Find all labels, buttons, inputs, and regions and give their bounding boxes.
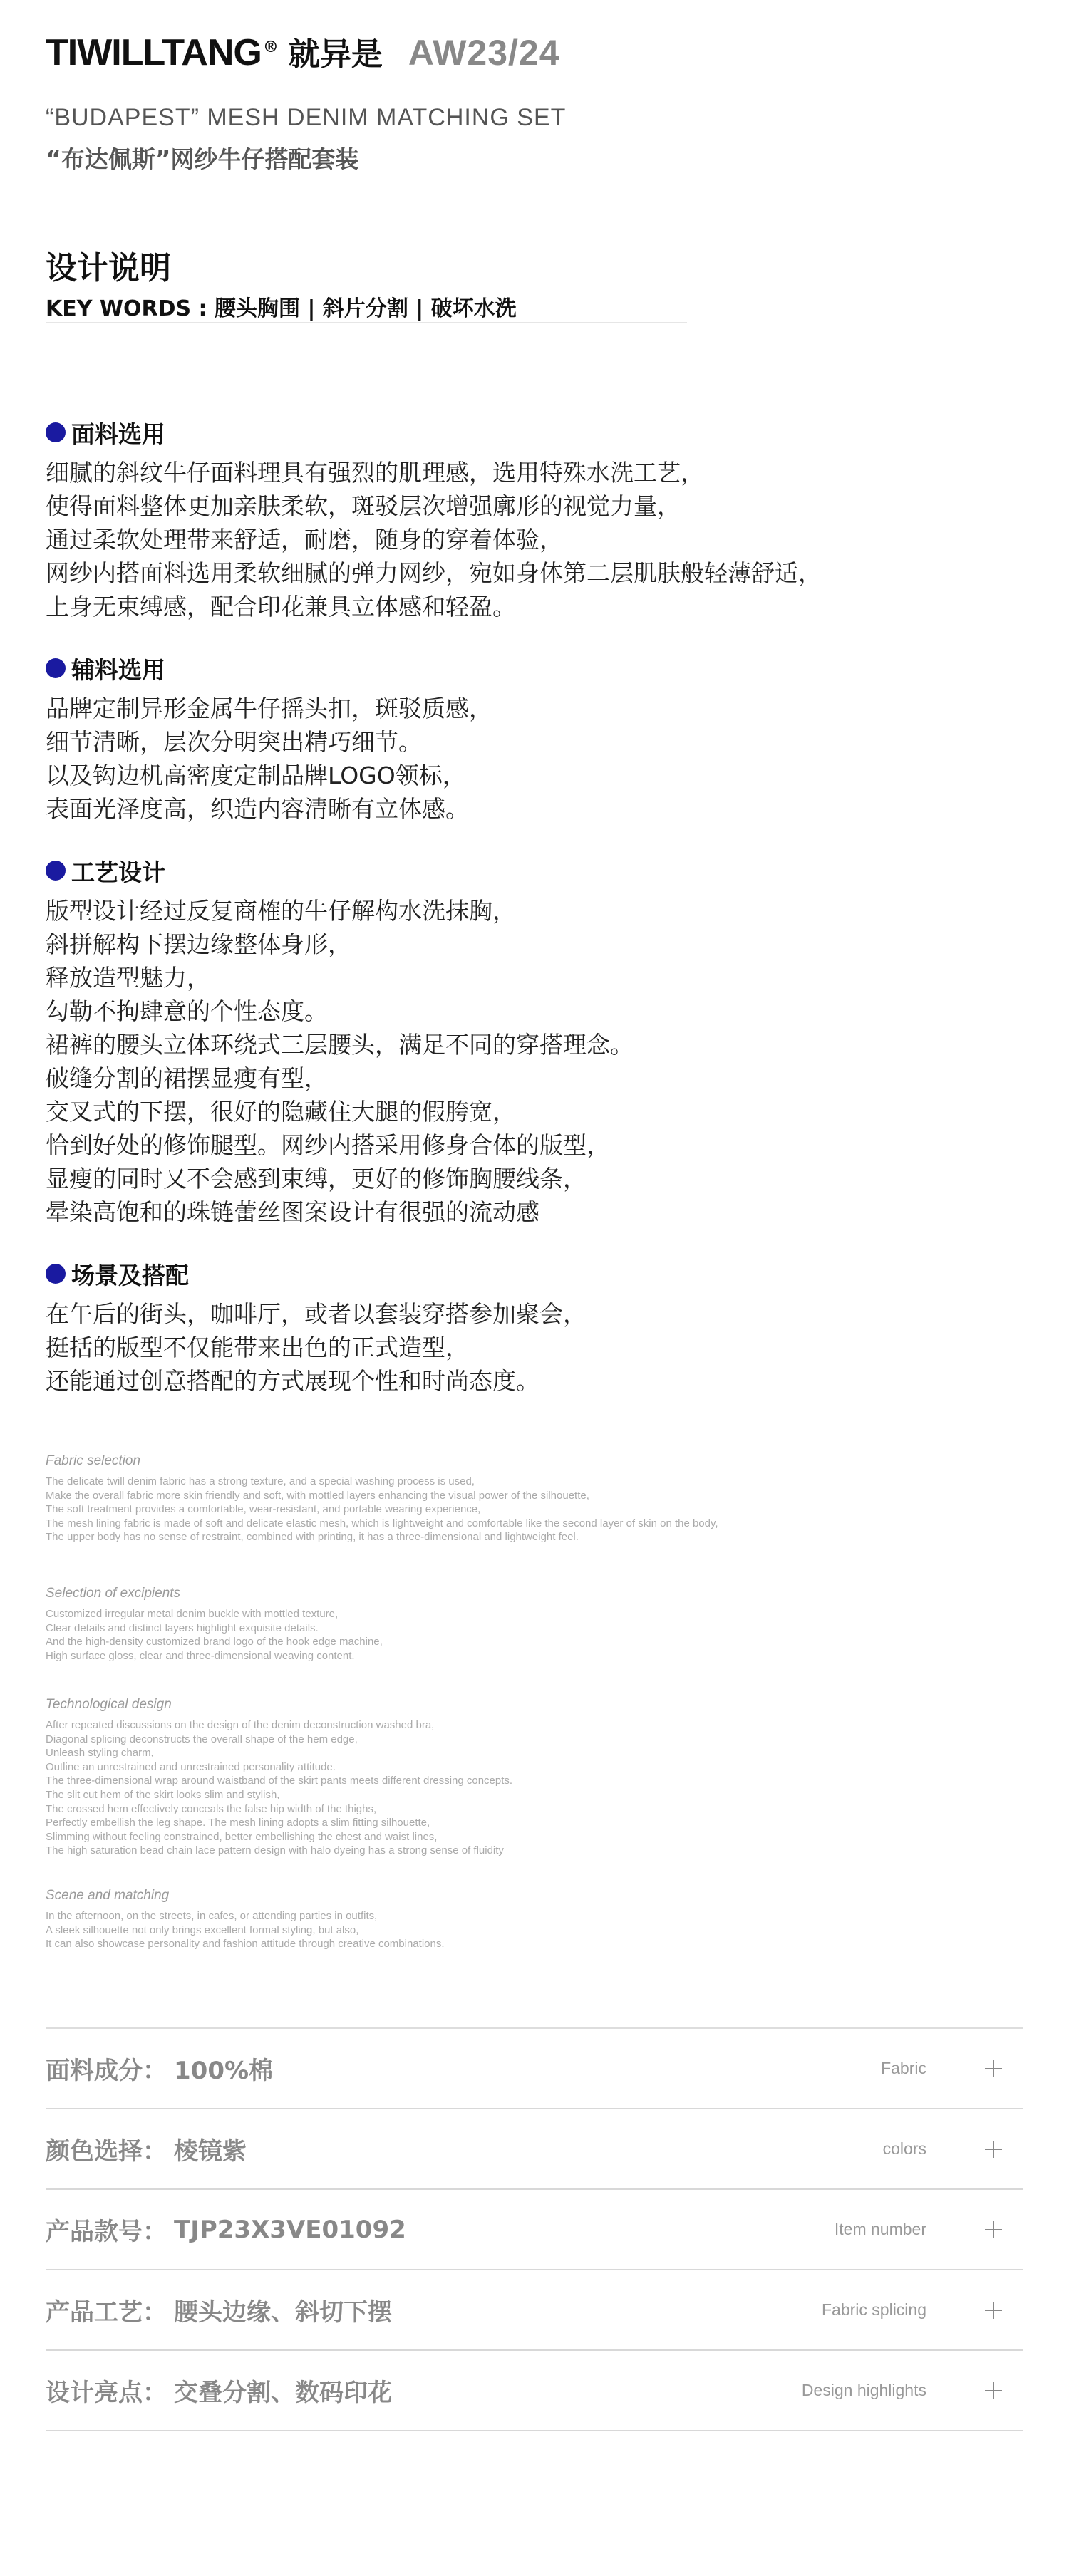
spec-row[interactable]: [46, 2029, 1023, 2109]
english-text-line: The soft treatment provides a comfortable, wear-resistant, and portable wearing experience,: [46, 1503, 481, 1516]
header: [46, 28, 1043, 78]
spec-row[interactable]: [46, 2351, 1023, 2431]
section-text-line: 还能通过创意搭配的方式展现个性和时尚态度。: [46, 1367, 539, 1395]
dot-bullet-icon: [46, 861, 66, 881]
section-title: 工艺设计: [71, 858, 165, 886]
english-text-line: The crossed hem effectively conceals the false hip width of the thighs,: [46, 1802, 377, 1815]
english-section-title: Scene and matching: [46, 1888, 170, 1903]
keywords-line: KEY WORDS : 腰头胸围 | 斜片分割 | 破坏水洗: [46, 296, 517, 321]
english-text-line: Outline an unrestrained and unrestrained personality attitude.: [46, 1760, 336, 1773]
english-section-2: [46, 1586, 1015, 1663]
brand-row: [46, 28, 1043, 78]
spec-list: [46, 2027, 1023, 2431]
section-heading: [46, 851, 986, 890]
season-code: AW23/24: [408, 33, 560, 73]
section-title: 面料选用: [71, 420, 165, 448]
section-heading: [46, 1255, 986, 1293]
section-1: [46, 413, 986, 623]
keywords-divider: [46, 322, 687, 323]
section-text-line: 显瘦的同时又不会感到束缚，更好的修饰胸腰线条，: [46, 1165, 587, 1193]
english-text-line: Slimming without feeling constrained, better embellishing the chest and waist lines,: [46, 1830, 438, 1843]
section-text-line: 网纱内搭面料选用柔软细腻的弹力网纱，宛如身体第二层肌肤般轻薄舒适，: [46, 559, 822, 587]
section-2: [46, 649, 986, 826]
spec-english-label: Fabric splicing: [822, 2300, 926, 2319]
section-title: 场景及搭配: [71, 1261, 189, 1289]
english-text-line: Clear details and distinct layers highlight exquisite details.: [46, 1621, 319, 1634]
spec-row[interactable]: [46, 2270, 1023, 2351]
english-text-line: The upper body has no sense of restraint, combined with printing, it has a three-dimensional and lightweight feel.: [46, 1531, 579, 1544]
spec-value: 交叠分割、数码印花: [174, 2379, 392, 2407]
section-heading: [46, 413, 986, 452]
chinese-sections: [46, 413, 986, 1423]
spec-english-label: Design highlights: [801, 2381, 926, 2399]
brand-chinese-name: 就异是: [288, 36, 383, 73]
plus-icon[interactable]: [985, 2302, 1002, 2319]
spec-row[interactable]: [46, 2190, 1023, 2270]
spec-english-label: Fabric: [881, 2059, 926, 2077]
english-text-line: Perfectly embellish the leg shape. The mesh lining adopts a slim fitting silhouette,: [46, 1817, 430, 1829]
set-name-english: “BUDAPEST” MESH DENIM MATCHING SET: [46, 104, 567, 131]
english-text-line: The delicate twill denim fabric has a strong texture, and a special washing process is used,: [46, 1475, 475, 1487]
dot-bullet-icon: [46, 658, 66, 678]
spec-label: 产品款号：: [46, 2218, 167, 2246]
section-text-line: 交叉式的下摆，很好的隐藏住大腿的假胯宽，: [46, 1098, 516, 1126]
section-text-line: 以及钩边机高密度定制品牌LOGO领标，: [46, 762, 466, 789]
english-text-line: Unleash styling charm,: [46, 1747, 154, 1760]
spec-label: 颜色选择：: [46, 2137, 167, 2166]
english-text-line: High surface gloss, clear and three-dimensional weaving content.: [46, 1649, 355, 1662]
spec-label: 设计亮点：: [46, 2379, 167, 2407]
section-text-line: 品牌定制异形金属牛仔摇头扣，斑驳质感，: [46, 695, 492, 722]
plus-icon[interactable]: [985, 2382, 1002, 2399]
section-title: 辅料选用: [71, 655, 165, 684]
section-text-line: 挺括的版型不仅能带来出色的正式造型，: [46, 1334, 469, 1361]
english-text-line: In the afternoon, on the streets, in cafes, or attending parties in outfits,: [46, 1910, 378, 1922]
english-text-line: And the high-density customized brand logo of the hook edge machine,: [46, 1636, 383, 1648]
section-text-line: 勾勒不拘肆意的个性态度。: [46, 997, 328, 1025]
english-text-line: It can also showcase personality and fashion attitude through creative combinations.: [46, 1938, 445, 1951]
plus-icon[interactable]: [985, 2221, 1002, 2238]
section-4: [46, 1255, 986, 1398]
english-text-line: Make the overall fabric more skin friendly and soft, with mottled layers enhancing the visual power of the silhouette,: [46, 1489, 589, 1502]
spec-label: 产品工艺：: [46, 2298, 167, 2327]
english-section-1: [46, 1453, 1015, 1544]
section-text-line: 斜拼解构下摆边缘整体身形，: [46, 930, 351, 958]
section-text-line: 释放造型魅力，: [46, 964, 210, 992]
dot-bullet-icon: [46, 1264, 66, 1284]
english-text-line: The three-dimensional wrap around waistband of the skirt pants meets different dressing concepts.: [46, 1775, 513, 1787]
spec-value: 腰头边缘、斜切下摆: [174, 2298, 392, 2327]
section-text-line: 晕染高饱和的珠链蕾丝图案设计有很强的流动感: [46, 1198, 539, 1226]
english-text-line: The mesh lining fabric is made of soft and delicate elastic mesh, which is lightweight and comfortable like the second layer of skin on the body,: [46, 1517, 718, 1530]
section-text-line: 版型设计经过反复商榷的牛仔解构水洗抹胸，: [46, 897, 516, 925]
registered-mark: ®: [262, 38, 279, 56]
spec-value: 100%棉: [174, 2057, 274, 2085]
plus-icon[interactable]: [985, 2141, 1002, 2158]
design-notes-title: 设计说明: [46, 250, 171, 286]
english-text-line: Diagonal splicing deconstructs the overall shape of the hem edge,: [46, 1733, 358, 1745]
set-name-chinese: “布达佩斯”网纱牛仔搭配套装: [46, 145, 359, 173]
english-text-line: Customized irregular metal denim buckle with mottled texture,: [46, 1608, 339, 1620]
spec-value: TJP23X3VE01092: [174, 2215, 406, 2244]
section-text-line: 细腻的斜纹牛仔面料理具有强烈的肌理感，选用特殊水洗工艺，: [46, 459, 704, 487]
english-section-title: Fabric selection: [46, 1453, 141, 1468]
section-3: [46, 851, 986, 1229]
spec-value: 棱镜紫: [174, 2137, 247, 2166]
english-section-title: Selection of excipients: [46, 1586, 181, 1601]
english-text-line: After repeated discussions on the design of the denim deconstruction washed bra,: [46, 1719, 435, 1731]
section-text-line: 在午后的街头，咖啡厅，或者以套装穿搭参加聚会，: [46, 1300, 587, 1328]
english-text-line: A sleek silhouette not only brings excellent formal styling, but also,: [46, 1923, 359, 1936]
section-text-line: 通过柔软处理带来舒适，耐磨，随身的穿着体验，: [46, 526, 563, 554]
dot-bullet-icon: [46, 422, 66, 442]
section-text-line: 使得面料整体更加亲肤柔软，斑驳层次增强廓形的视觉力量，: [46, 492, 681, 520]
section-text-line: 上身无束缚感，配合印花兼具立体感和轻盈。: [46, 593, 516, 620]
section-text-line: 裙裤的腰头立体环绕式三层腰头，满足不同的穿搭理念。: [46, 1031, 634, 1059]
spec-english-label: colors: [882, 2139, 926, 2158]
spec-label: 面料成分：: [46, 2057, 167, 2085]
spec-english-label: Item number: [834, 2220, 926, 2238]
english-text-line: The slit cut hem of the skirt looks slim and stylish,: [46, 1788, 280, 1801]
english-text-line: The high saturation bead chain lace pattern design with halo dyeing has a strong sense of fluidity: [46, 1844, 504, 1857]
section-text-line: 破缝分割的裙摆显瘦有型，: [46, 1064, 328, 1092]
section-text-line: 细节清晰，层次分明突出精巧细节。: [46, 728, 422, 756]
section-text-line: 表面光泽度高，织造内容清晰有立体感。: [46, 795, 469, 823]
section-heading: [46, 649, 986, 687]
section-text-line: 恰到好处的修饰腿型。网纱内搭采用修身合体的版型，: [46, 1131, 610, 1159]
spec-row[interactable]: [46, 2109, 1023, 2190]
plus-icon[interactable]: [985, 2060, 1002, 2077]
english-section-title: Technological design: [46, 1697, 172, 1712]
english-section-4: [46, 1888, 1015, 1951]
english-section-3: [46, 1697, 1015, 1858]
brand-logo: TIWILLTANG: [46, 32, 262, 73]
